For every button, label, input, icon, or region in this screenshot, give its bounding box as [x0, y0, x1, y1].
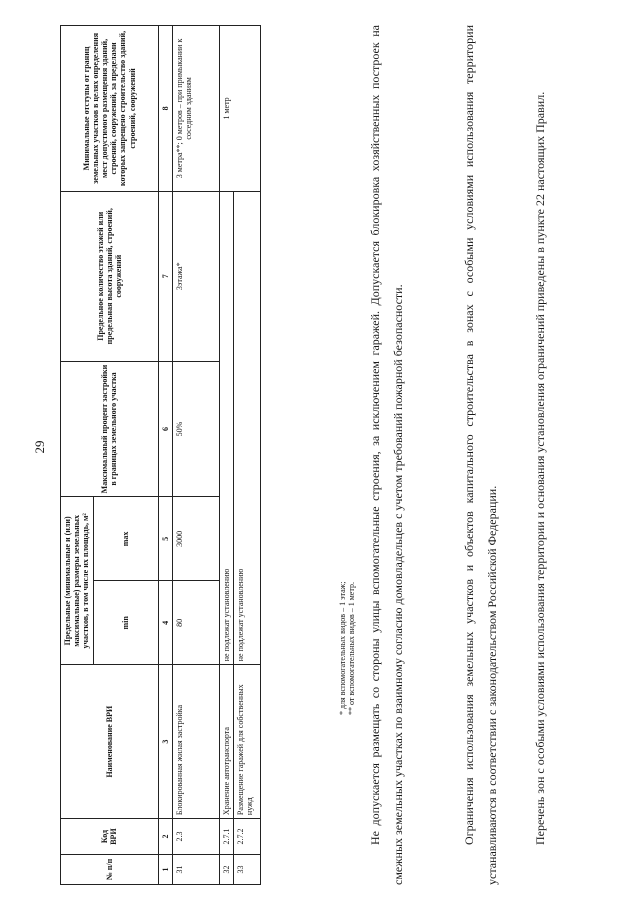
row-code: 2.7.1 [219, 819, 233, 855]
page-number: 29 [32, 440, 47, 454]
row-min: 80 [172, 581, 219, 665]
table-row [172, 26, 219, 885]
column-number-row [158, 26, 172, 885]
row-max: 3000 [172, 497, 219, 581]
col-number: 8 [158, 26, 172, 192]
paragraph: Перечень зон с особыми условиями использования территории и основания установления ограничений приведены в пункте 22 настоящих Правил. [533, 91, 547, 845]
row-percent: 50% [172, 361, 219, 497]
row-name: Размещение гаражей для собственных нужд [233, 665, 260, 819]
col-number: 1 [158, 855, 172, 885]
row-setback: 3 метра**; 0 метров – при примыкании к соседним зданиям [172, 26, 219, 192]
row-num: 32 [219, 855, 233, 885]
table-header-row [61, 26, 94, 885]
row-code: 2.3 [172, 819, 219, 855]
row-size-merged: не подлежат установлению [219, 191, 233, 664]
footnote: ** от вспомогательных видов – 1 метр. [347, 582, 356, 715]
header-code: Код ВРИ [61, 819, 159, 855]
row-size-merged: не подлежат установлению [233, 191, 260, 664]
row-code: 2.7.2 [233, 819, 260, 855]
col-number: 3 [158, 665, 172, 819]
col-number: 4 [158, 581, 172, 665]
rotated-page-content [60, 15, 590, 885]
header-setback: Минимальные отступы от границ земельных участков в целях определения мест допустимого размещения зданий, строений, сооружений, за пределами которых запрещено строительство зданий, строений, сооружений [61, 26, 159, 192]
header-max: max [93, 497, 158, 581]
col-number: 7 [158, 191, 172, 361]
row-name: Хранение автотранспорта [219, 665, 233, 819]
col-number: 5 [158, 497, 172, 581]
paragraph: Ограничения использования земельных участков и объектов капитального строительства в зонах с особыми условиями использования территории устанавливаются в соответствии с законодательством Российской Федерации. [462, 25, 500, 885]
header-name: Наименование ВРИ [61, 665, 159, 819]
row-name: Блокированная жилая застройка [172, 665, 219, 819]
footnote: * для вспомогательных видов – 1 этаж; [338, 581, 347, 715]
zoning-rules-table [60, 25, 261, 885]
header-percent: Максимальный процент застройки в границах земельного участка [61, 361, 159, 497]
col-number: 6 [158, 361, 172, 497]
header-num: № п/п [61, 855, 159, 885]
row-num: 33 [233, 855, 260, 885]
row-floors: 3этажа* [172, 191, 219, 361]
header-floors: Предельное количество этажей или предельная высота зданий, строений, сооружений [61, 191, 159, 361]
footnotes [338, 582, 356, 715]
row-num: 31 [172, 855, 219, 885]
table-row [219, 26, 233, 885]
header-size-group: Предельные (минимальные и (или) максимальные) размеры земельных участков, в том числе их площадь, м² [61, 497, 94, 665]
row-setback: 1 метр [219, 26, 260, 192]
paragraph: Не допускается размещать со стороны улицы вспомогательные строения, за исключением гаражей. Допускается блокировка хозяйственных построек на смежных земельных участках по взаимному согласию домовладельцев с учетом требований пожарной безопасности. [368, 25, 406, 885]
header-min: min [93, 581, 158, 665]
col-number: 2 [158, 819, 172, 855]
